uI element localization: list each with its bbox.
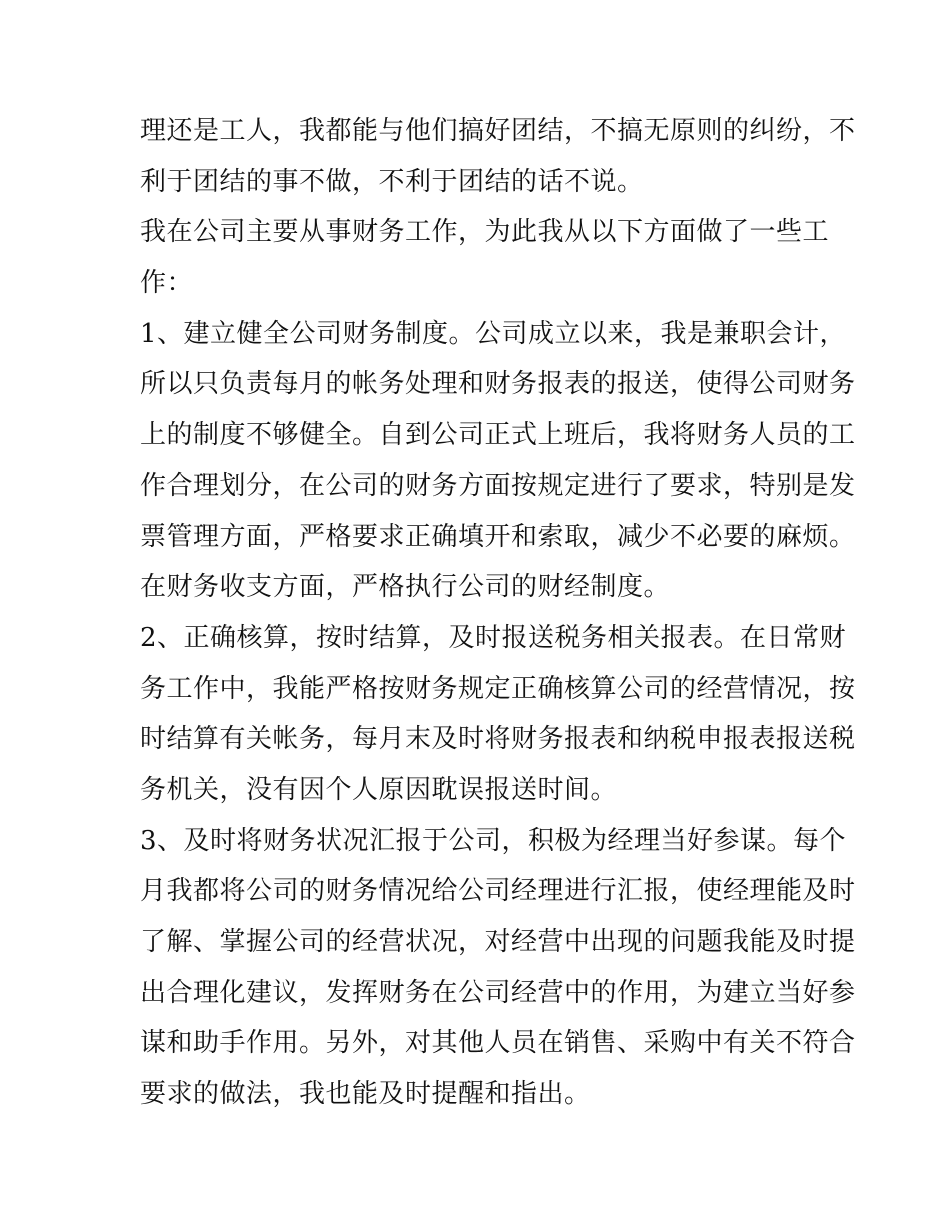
- text-line: 务工作中，我能严格按财务规定正确核算公司的经营情况，按: [140, 673, 856, 704]
- text-line: 了解、掌握公司的经营状况，对经营中出现的问题我能及时提: [140, 927, 856, 957]
- text-line: 理还是工人，我都能与他们搞好团结，不搞无原则的纠纷，不: [140, 116, 856, 146]
- text-line: 在财务收支方面，严格执行公司的财经制度。: [140, 572, 671, 603]
- text-line: 时结算有关帐务，每月末及时将财务报表和纳税申报表报送税: [140, 724, 856, 755]
- text-line: 我在公司主要从事财务工作，为此我从以下方面做了一些工: [140, 217, 830, 248]
- text-line: 所以只负责每月的帐务处理和财务报表的报送，使得公司财务: [140, 369, 856, 400]
- document-body: [140, 106, 856, 1120]
- text-line: 要求的做法，我也能及时提醒和指出。: [140, 1079, 591, 1110]
- text-line: 谋和助手作用。另外，对其他人员在销售、采购中有关不符合: [140, 1028, 856, 1059]
- text-line: 票管理方面，严格要求正确填开和索取，减少不必要的麻烦。: [140, 521, 856, 552]
- text-line: 1、建立健全公司财务制度。公司成立以来，我是兼职会计，: [140, 318, 847, 349]
- text-line: 月我都将公司的财务情况给公司经理进行汇报，使经理能及时: [140, 876, 856, 907]
- text-line: 2、正确核算，按时结算，及时报送税务相关报表。在日常财: [140, 622, 847, 653]
- text-line: 务机关，没有因个人原因耽误报送时间。: [140, 774, 618, 805]
- text-line: 作：: [140, 268, 194, 299]
- text-line: 利于团结的事不做，不利于团结的话不说。: [140, 166, 644, 197]
- text-line: 作合理划分，在公司的财务方面按规定进行了要求，特别是发: [140, 470, 856, 501]
- text-line: 3、及时将财务状况汇报于公司，积极为经理当好参谋。每个: [140, 825, 847, 856]
- text-line: 出合理化建议，发挥财务在公司经营中的作用，为建立当好参: [140, 977, 856, 1008]
- text-line: 上的制度不够健全。自到公司正式上班后，我将财务人员的工: [140, 420, 856, 451]
